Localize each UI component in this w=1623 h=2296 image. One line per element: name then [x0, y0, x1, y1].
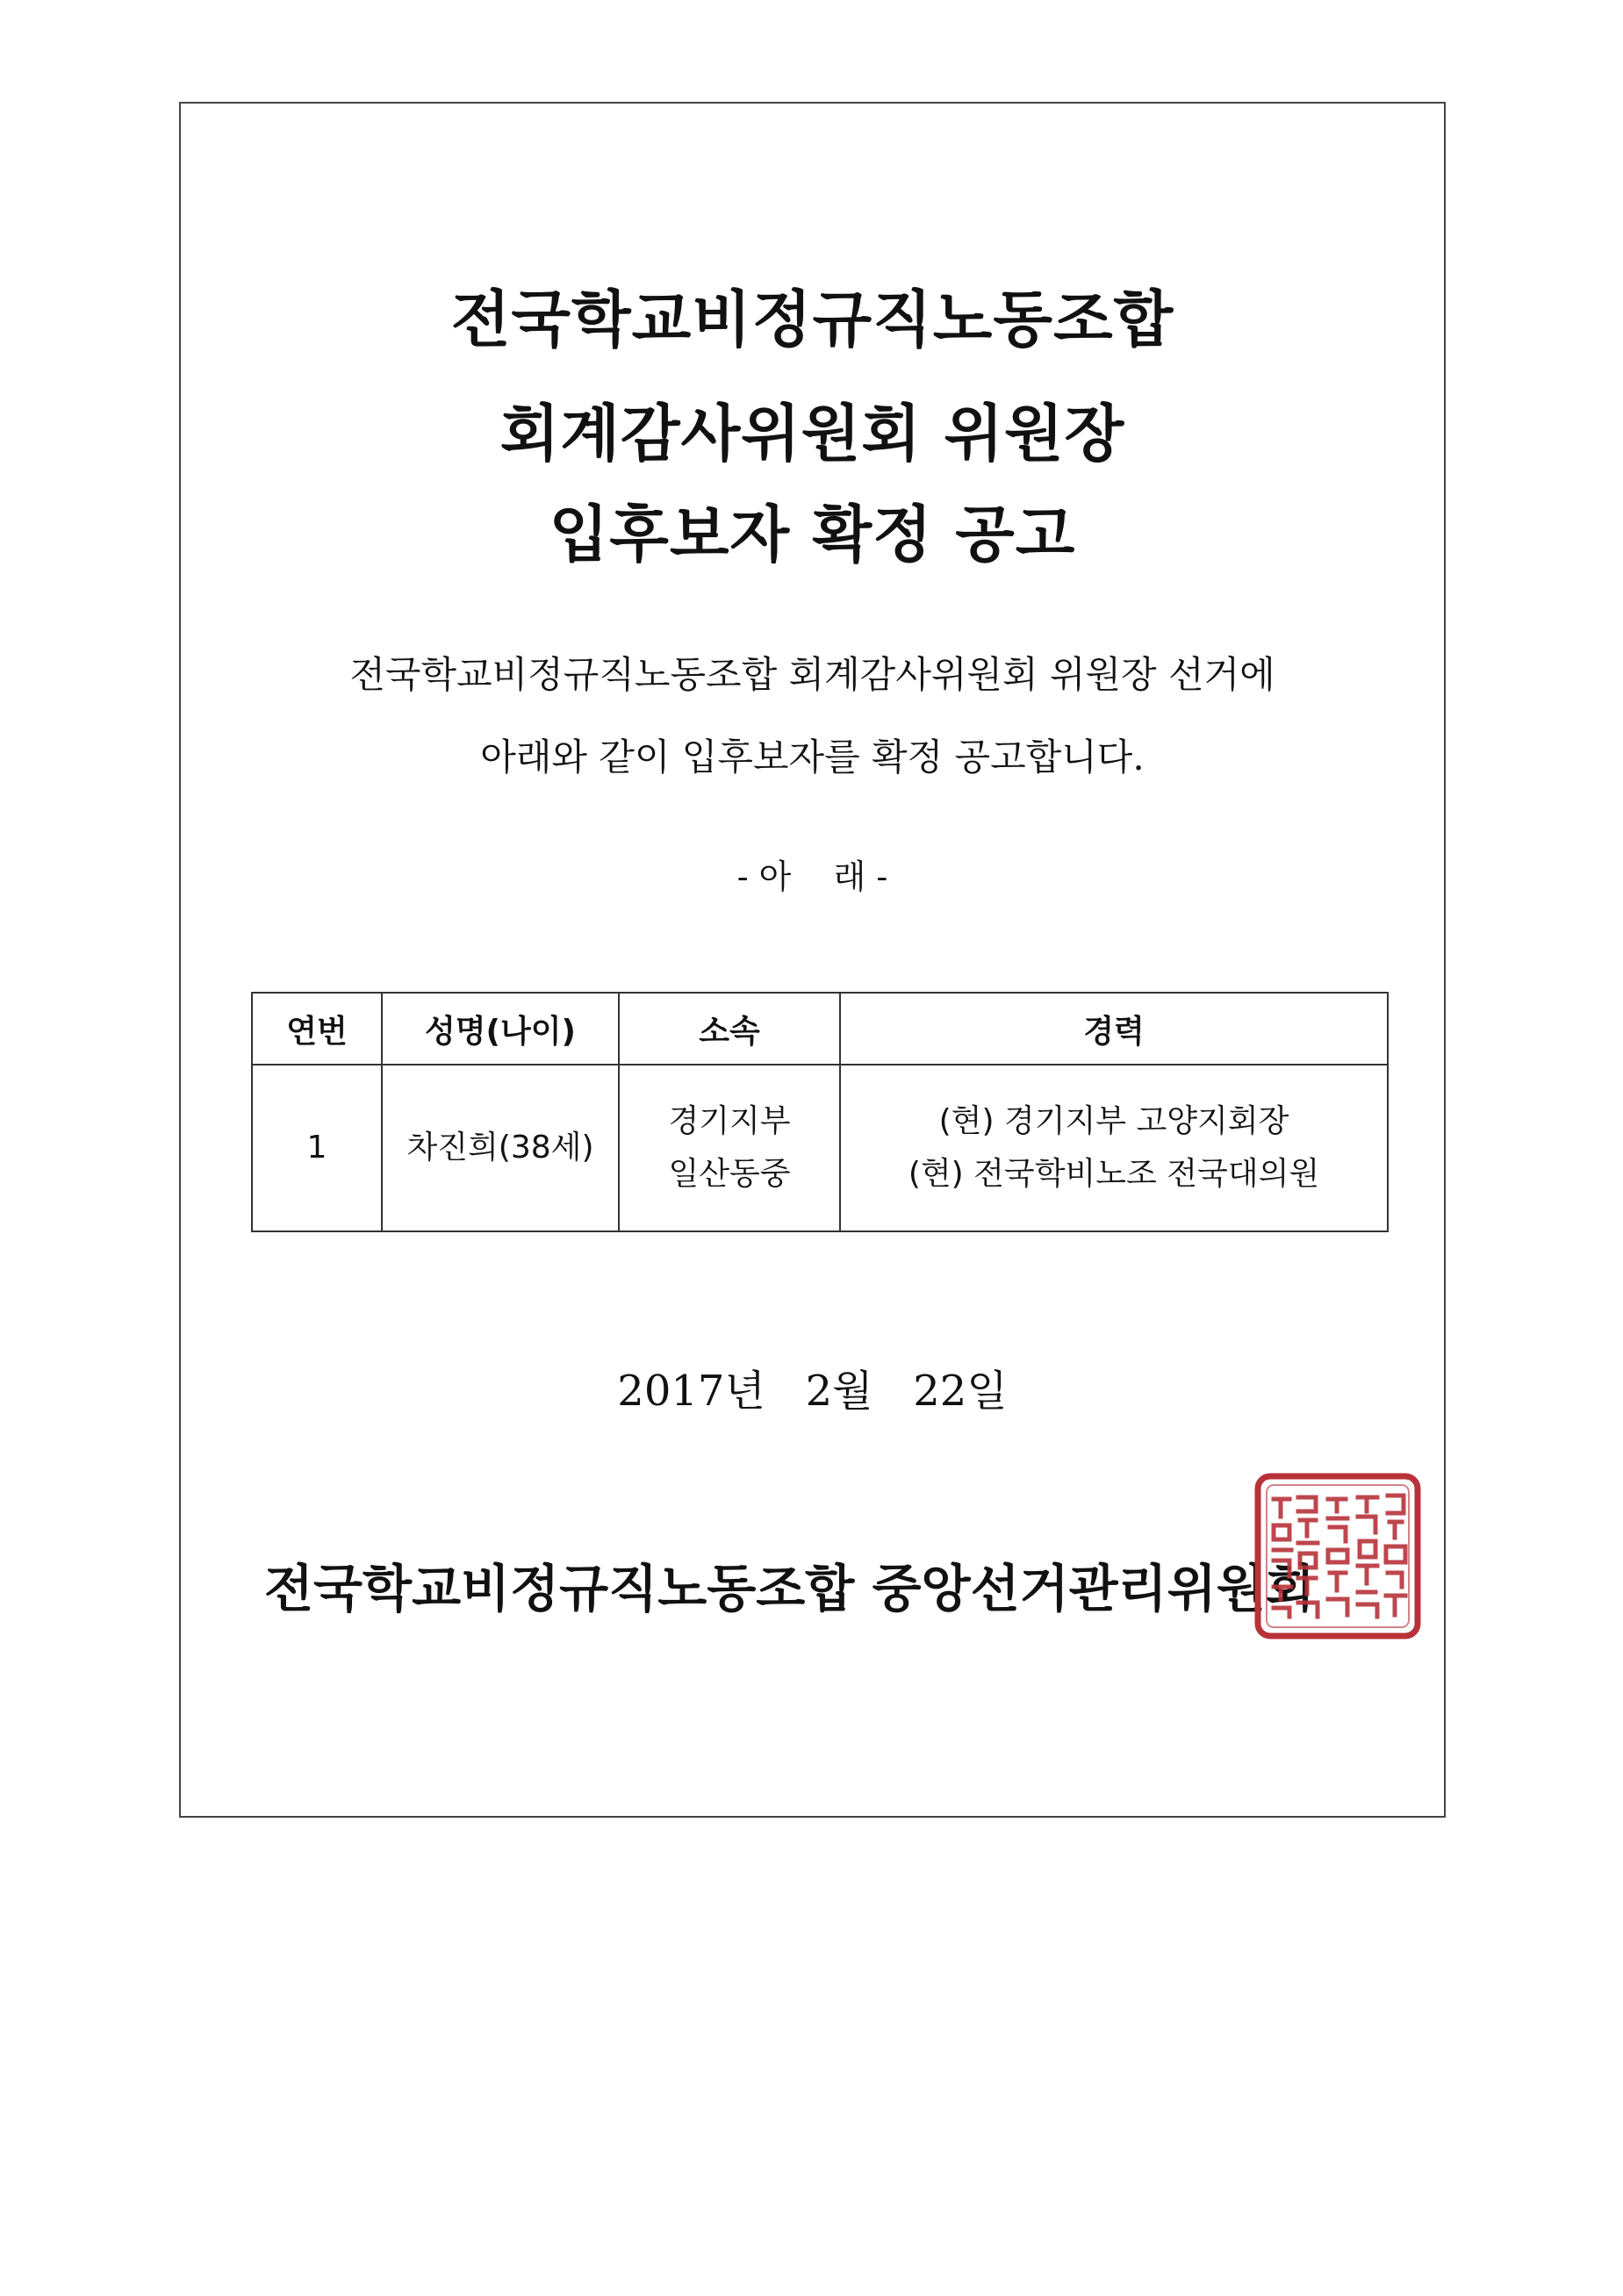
document-frame [179, 102, 1446, 1818]
intro-line-1: 전국학교비정규직노동조합 회계감사위원회 위원장 선거에 [349, 653, 1275, 696]
section-heading: - 아 래 - [736, 857, 888, 896]
notice-date: 2017년 2월 22일 [617, 1367, 1008, 1416]
cell-no: 1 [252, 1065, 382, 1231]
affiliation-line: 일산동중 [668, 1156, 791, 1192]
table-row [252, 1065, 1388, 1231]
cell-affiliation [619, 1065, 840, 1231]
table-header-row [252, 993, 1388, 1065]
cell-career [840, 1065, 1388, 1231]
intro-line-2: 아래와 같이 입후보자를 확정 공고합니다. [480, 735, 1145, 778]
cell-name: 차진희(38세) [382, 1065, 619, 1231]
header-career: 경력 [840, 993, 1388, 1065]
header-name: 성명(나이) [382, 993, 619, 1065]
title-line-1: 전국학교비정규직노동조합 [450, 283, 1174, 355]
career-line: (현) 경기지부 고양지회장 [938, 1103, 1289, 1139]
title-line-3: 입후보자 확정 공고 [549, 499, 1076, 570]
career-line: (현) 전국학비노조 전국대의원 [908, 1156, 1320, 1192]
issuer-name: 전국학교비정규직노동조합 중앙선거관리위원회 [264, 1559, 1315, 1618]
affiliation-line: 경기지부 [668, 1103, 791, 1139]
official-seal-icon [1254, 1473, 1421, 1639]
header-no: 연번 [252, 993, 382, 1065]
candidate-table [251, 992, 1389, 1232]
header-affiliation: 소속 [619, 993, 840, 1065]
title-line-2: 회계감사위원회 위원장 [499, 398, 1125, 470]
